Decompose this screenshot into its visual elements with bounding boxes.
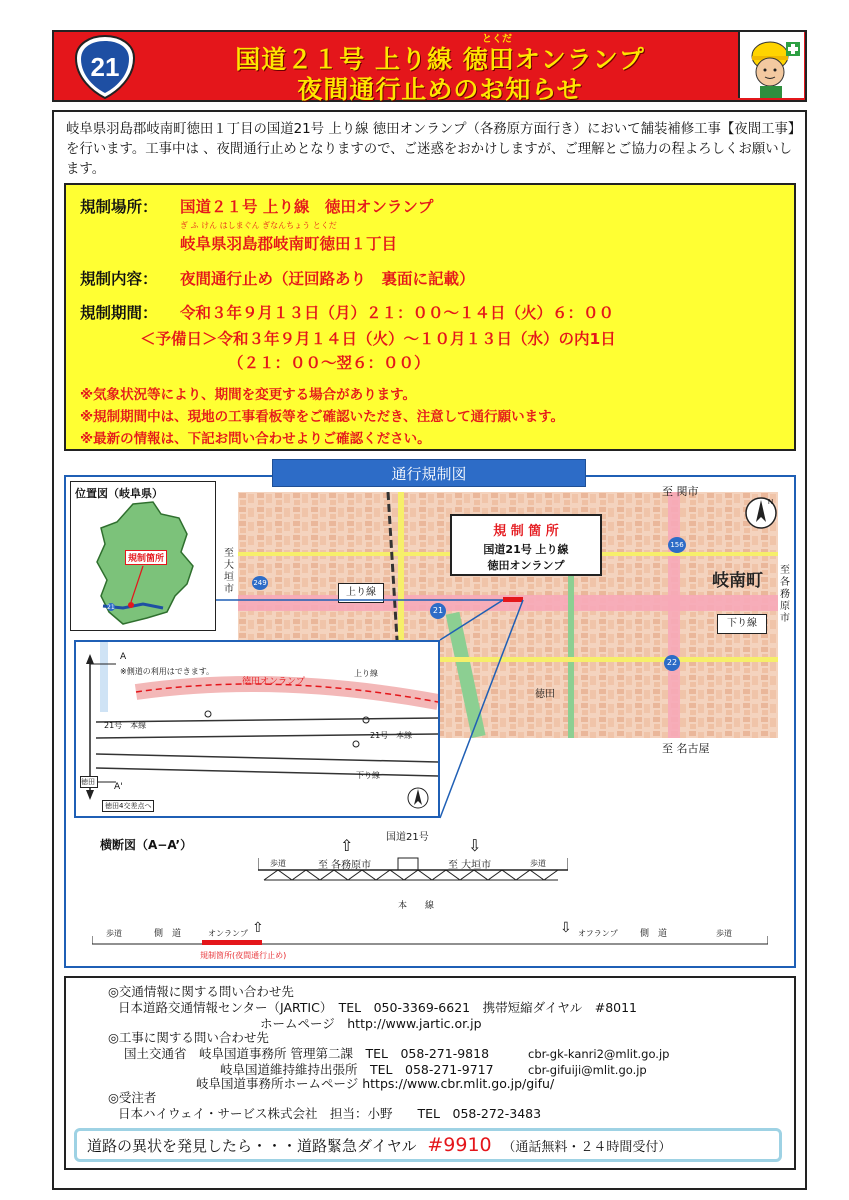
detail-up-label: 上り線 — [354, 669, 378, 678]
detail-north-arrow-icon — [406, 786, 430, 810]
detail-map — [74, 640, 440, 818]
traffic-info-heading: ◎交通情報に関する問い合わせ先 — [108, 984, 294, 999]
map-section-title: 通行規制図 — [272, 459, 586, 487]
side-road-right: 側 道 — [640, 929, 668, 939]
west-city-label: 至大垣市 — [224, 548, 234, 595]
intro-paragraph: 岐阜県羽島郡岐南町徳田１丁目の国道21号 上り線 徳田オンランプ（各務原方面行き）において舗装補修工事【夜間工事】を行います。工事中は 、夜間通行止めとなりますので、ご迷惑をおかけしますが、ご理解とご協力の程よろしくお願いします。 — [66, 122, 795, 177]
contractor-heading: ◎受注者 — [108, 1090, 157, 1105]
side-road-left: 側 道 — [154, 929, 182, 939]
down-line-arrow: 下り線 — [717, 614, 767, 634]
location-value: 国道２１号 上り線 徳田オンランプ — [180, 198, 434, 216]
callout-line-2: 徳田オンランプ — [487, 559, 565, 572]
reserve-value: ＜予備日＞令和３年９月１４日（火）～１０月１３日（水）の内1日 — [140, 330, 616, 348]
north-city-label: 至 関市 — [662, 485, 699, 498]
construction-line-2: 岐阜国道維持維持出張所 TEL 058-271-9717 — [220, 1062, 494, 1077]
tokuda-map-label: 徳田 — [535, 689, 555, 700]
route-249-map-shield-icon: 249 — [252, 576, 268, 590]
ground-sidewalk-left: 歩道 — [106, 929, 122, 938]
east-city-label: 至各務原市 — [780, 565, 790, 624]
title-ruby: とくだ — [482, 34, 512, 45]
cross-section-title: 横断図（A−A’） — [100, 838, 193, 852]
location-map-route: 21 — [107, 604, 115, 611]
route-156-map-shield-icon: 156 — [668, 537, 686, 553]
route-number: 21 — [90, 52, 120, 82]
content-label: 規制内容： — [80, 270, 158, 288]
on-ramp-arrow-icon: ⇧ — [252, 920, 264, 936]
route-22-map-shield-icon: 22 — [664, 655, 680, 671]
route-21-map-shield-icon: 21 — [430, 603, 446, 619]
off-ramp-label: オフランプ — [578, 929, 618, 938]
reserve-time: （２１：００～翌６：００） — [228, 354, 430, 372]
town-label: 岐南町 — [712, 571, 763, 591]
callout-title: 規 制 箇 所 — [493, 524, 559, 539]
cross-section-route: 国道21号 — [386, 832, 429, 843]
south-city-label: 至 名古屋 — [662, 742, 710, 755]
contractor-line: 日本ハイウェイ・サービス株式会社 担当：小野 TEL 058-272-3483 — [118, 1106, 542, 1121]
detail-main-label: 21号 本線 — [104, 721, 147, 730]
emergency-prefix: 道路の異状を発見したら・・・道路緊急ダイヤル — [87, 1137, 417, 1155]
construction-homepage[interactable]: 岐阜国道事務所ホームページ https://www.cbr.mlit.go.jp/gifu/ — [196, 1076, 555, 1091]
content-value: 夜間通行止め（迂回路あり 裏面に記載） — [180, 270, 475, 288]
detail-note: ※側道の利用はできます。 — [120, 667, 215, 676]
period-label: 規制期間： — [80, 304, 158, 322]
traffic-info-homepage[interactable]: ホームページ http://www.jartic.or.jp — [260, 1016, 482, 1031]
detail-down-label: 下り線 — [356, 771, 380, 780]
emergency-suffix: （通話無料・２４時間受付） — [502, 1140, 672, 1155]
note-2: ※規制期間中は、現地の工事看板等をご確認いただき、注意して通行願います。 — [80, 409, 565, 425]
address-ruby: ぎ ふ けん はしまぐん ぎなんちょう とくだ — [180, 221, 337, 230]
traffic-info-line-1: 日本道路交通情報センター（JARTIC） TEL 050-3369-6621 携帯短縮ダイヤル #8011 — [118, 1000, 638, 1015]
note-3: ※最新の情報は、下記お問い合わせよりご確認ください。 — [80, 431, 431, 447]
sidewalk-left-label: 歩道 — [270, 859, 286, 868]
detail-main-label-2: 21号 本線 — [370, 731, 413, 740]
construction-line-1: 国土交通省 岐阜国道事務所 管理第二課 TEL 058-271-9818 — [124, 1046, 490, 1061]
page-title: 国道２１号 上り線 徳田オンランプ — [235, 45, 645, 74]
off-ramp-arrow-icon: ⇩ — [560, 920, 572, 936]
callout-line-1: 国道21号 上り線 — [483, 543, 569, 556]
point-a-label: A — [120, 652, 127, 662]
ground-sidewalk-right: 歩道 — [716, 929, 732, 938]
bridge-cross-section — [258, 844, 568, 888]
detail-ramp-label: 徳田オンランプ — [242, 677, 306, 687]
location-map-marker: 規制箇所 — [125, 550, 167, 565]
down-arrow-icon: ⇩ — [468, 836, 482, 855]
on-ramp-label: オンランプ — [208, 929, 248, 938]
closure-section-label: 規制箇所(夜間通行止め) — [200, 951, 287, 960]
intersection-label: 徳田4交差点へ — [102, 800, 154, 812]
to-kakamigahara-label: 至 各務原市 — [318, 860, 372, 871]
emergency-dial-banner — [74, 1128, 782, 1162]
point-a-prime-label: A' — [114, 782, 123, 792]
construction-email-1[interactable]: cbr-gk-kanri2@mlit.go.jp — [528, 1047, 670, 1061]
detail-signal-label: 徳田 — [80, 776, 98, 788]
page-subtitle: 夜間通行止めのお知らせ — [297, 75, 583, 104]
note-1: ※気象状況等により、期間を変更する場合があります。 — [80, 387, 417, 403]
up-line-arrow: 上り線 — [338, 583, 384, 603]
period-value: 令和３年９月１３日（月）２１：００～１４日（火）６：００ — [180, 304, 615, 322]
to-ogaki-label: 至 大垣市 — [448, 860, 492, 871]
address-value: 岐阜県羽島郡岐南町徳田１丁目 — [180, 235, 398, 253]
construction-email-2[interactable]: cbr-gifuiji@mlit.go.jp — [528, 1063, 647, 1077]
construction-heading: ◎工事に関する問い合わせ先 — [108, 1030, 269, 1045]
sidewalk-right-label: 歩道 — [530, 859, 546, 868]
main-line-label: 本 線 — [398, 901, 435, 911]
location-map-title: 位置図（岐阜県） — [75, 487, 163, 500]
up-arrow-icon: ⇧ — [340, 836, 354, 855]
location-label: 規制場所： — [80, 198, 158, 216]
emergency-number: #9910 — [427, 1134, 492, 1156]
svg-text:N: N — [768, 499, 774, 506]
